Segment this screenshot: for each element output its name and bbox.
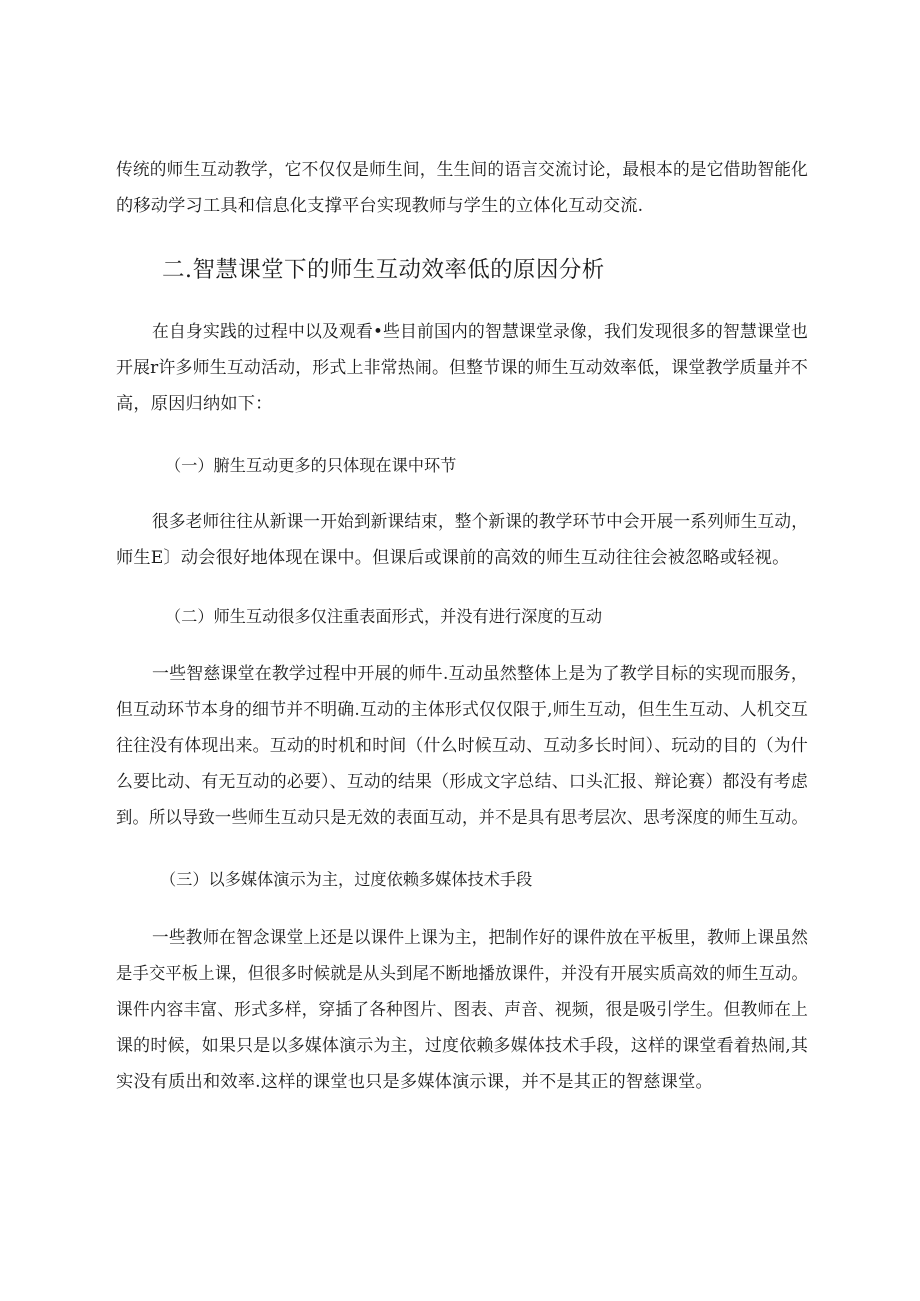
subsection-3-line-5: 实没有质出和效率.这样的课堂也只是多媒体演示课，并不是其正的智慈课堂。 xyxy=(116,1072,713,1092)
subsection-1-line-1: 很多老师往往从新课一开始到新课结束，整个新课的教学环节中会开展一系列师生互动， xyxy=(152,512,809,532)
section-intro-line-1: 在自身实践的过程中以及观看•些目前国内的智慧课堂录像，我们发现很多的智慧课堂也 xyxy=(152,322,808,342)
subsection-3-line-1: 一些教师在智念课堂上还是以课件上课为主，把制作好的课件放在平板里，教师上课虽然 xyxy=(152,928,809,948)
subsection-2-heading: （二）师生互动很多仅注重表面形式，并没有进行深度的互动 xyxy=(165,607,603,626)
section-intro-line-2: 开展r许多师生互动活动，形式上非常热闹。但整节课的师生互动效率低，课堂教学质量并不 xyxy=(116,358,809,378)
section-intro-line-3: 高，原因归纳如下： xyxy=(116,394,273,414)
subsection-3-line-4: 课的时候，如果只是以多媒体演示为主，过度依赖多媒体技术手段，这样的课堂看着热闹,其 xyxy=(116,1036,808,1056)
subsection-3-line-2: 是手交平板上课，但很多时候就是从头到尾不断地播放课件，并没有开展实质高效的师生互动。 xyxy=(116,964,809,984)
subsection-2-line-1: 一些智慈课堂在教学过程中开展的师牛.互动虽然整体上是为了教学目标的实现而服务， xyxy=(152,664,809,684)
subsection-1-heading: （一）腑生互动更多的只体现在课中环节 xyxy=(165,456,457,475)
intro-line-1: 传统的师生互动教学，它不仅仅是师生间，生生间的语言交流讨论，最根本的是它借助智能化 xyxy=(116,160,809,180)
subsection-2-line-2: 但互动环节本身的细节并不明确.互动的主体形式仅仅限于,师生互动，但生生互动、人机交互 xyxy=(116,700,808,720)
subsection-1-line-2: 师生E〕动会很好地体现在课中。但课后或课前的高效的师生互动往往会被忽略或轻视。 xyxy=(116,548,790,568)
section-title: 二.智慧课堂下的师生互动效率低的原因分析 xyxy=(162,257,605,283)
subsection-2-line-5: 到。所以导致一些师生互动只是无效的表面互动，并不是具有思考层次、思考深度的师生互动。 xyxy=(116,808,809,828)
subsection-2-line-3: 往往没有体现出来。互动的时机和时间（什么时候互动、互动多长时间）、玩动的目的（为什 xyxy=(116,736,808,756)
subsection-3-line-3: 课件内容丰富、形式多样，穿插了各种图片、图表、声音、视频，很是吸引学生。但教师在上 xyxy=(116,1000,809,1020)
subsection-2-line-4: 么要比动、有无互动的必要）、互动的结果（形成文字总结、口头汇报、辩论赛）都没有考虑 xyxy=(116,772,808,792)
intro-line-2: 的移动学习工具和信息化支撑平台实现教师与学生的立体化互动交流. xyxy=(116,196,644,216)
subsection-3-heading: （三）以多媒体演示为主，过度依赖多媒体技术手段 xyxy=(160,870,533,889)
